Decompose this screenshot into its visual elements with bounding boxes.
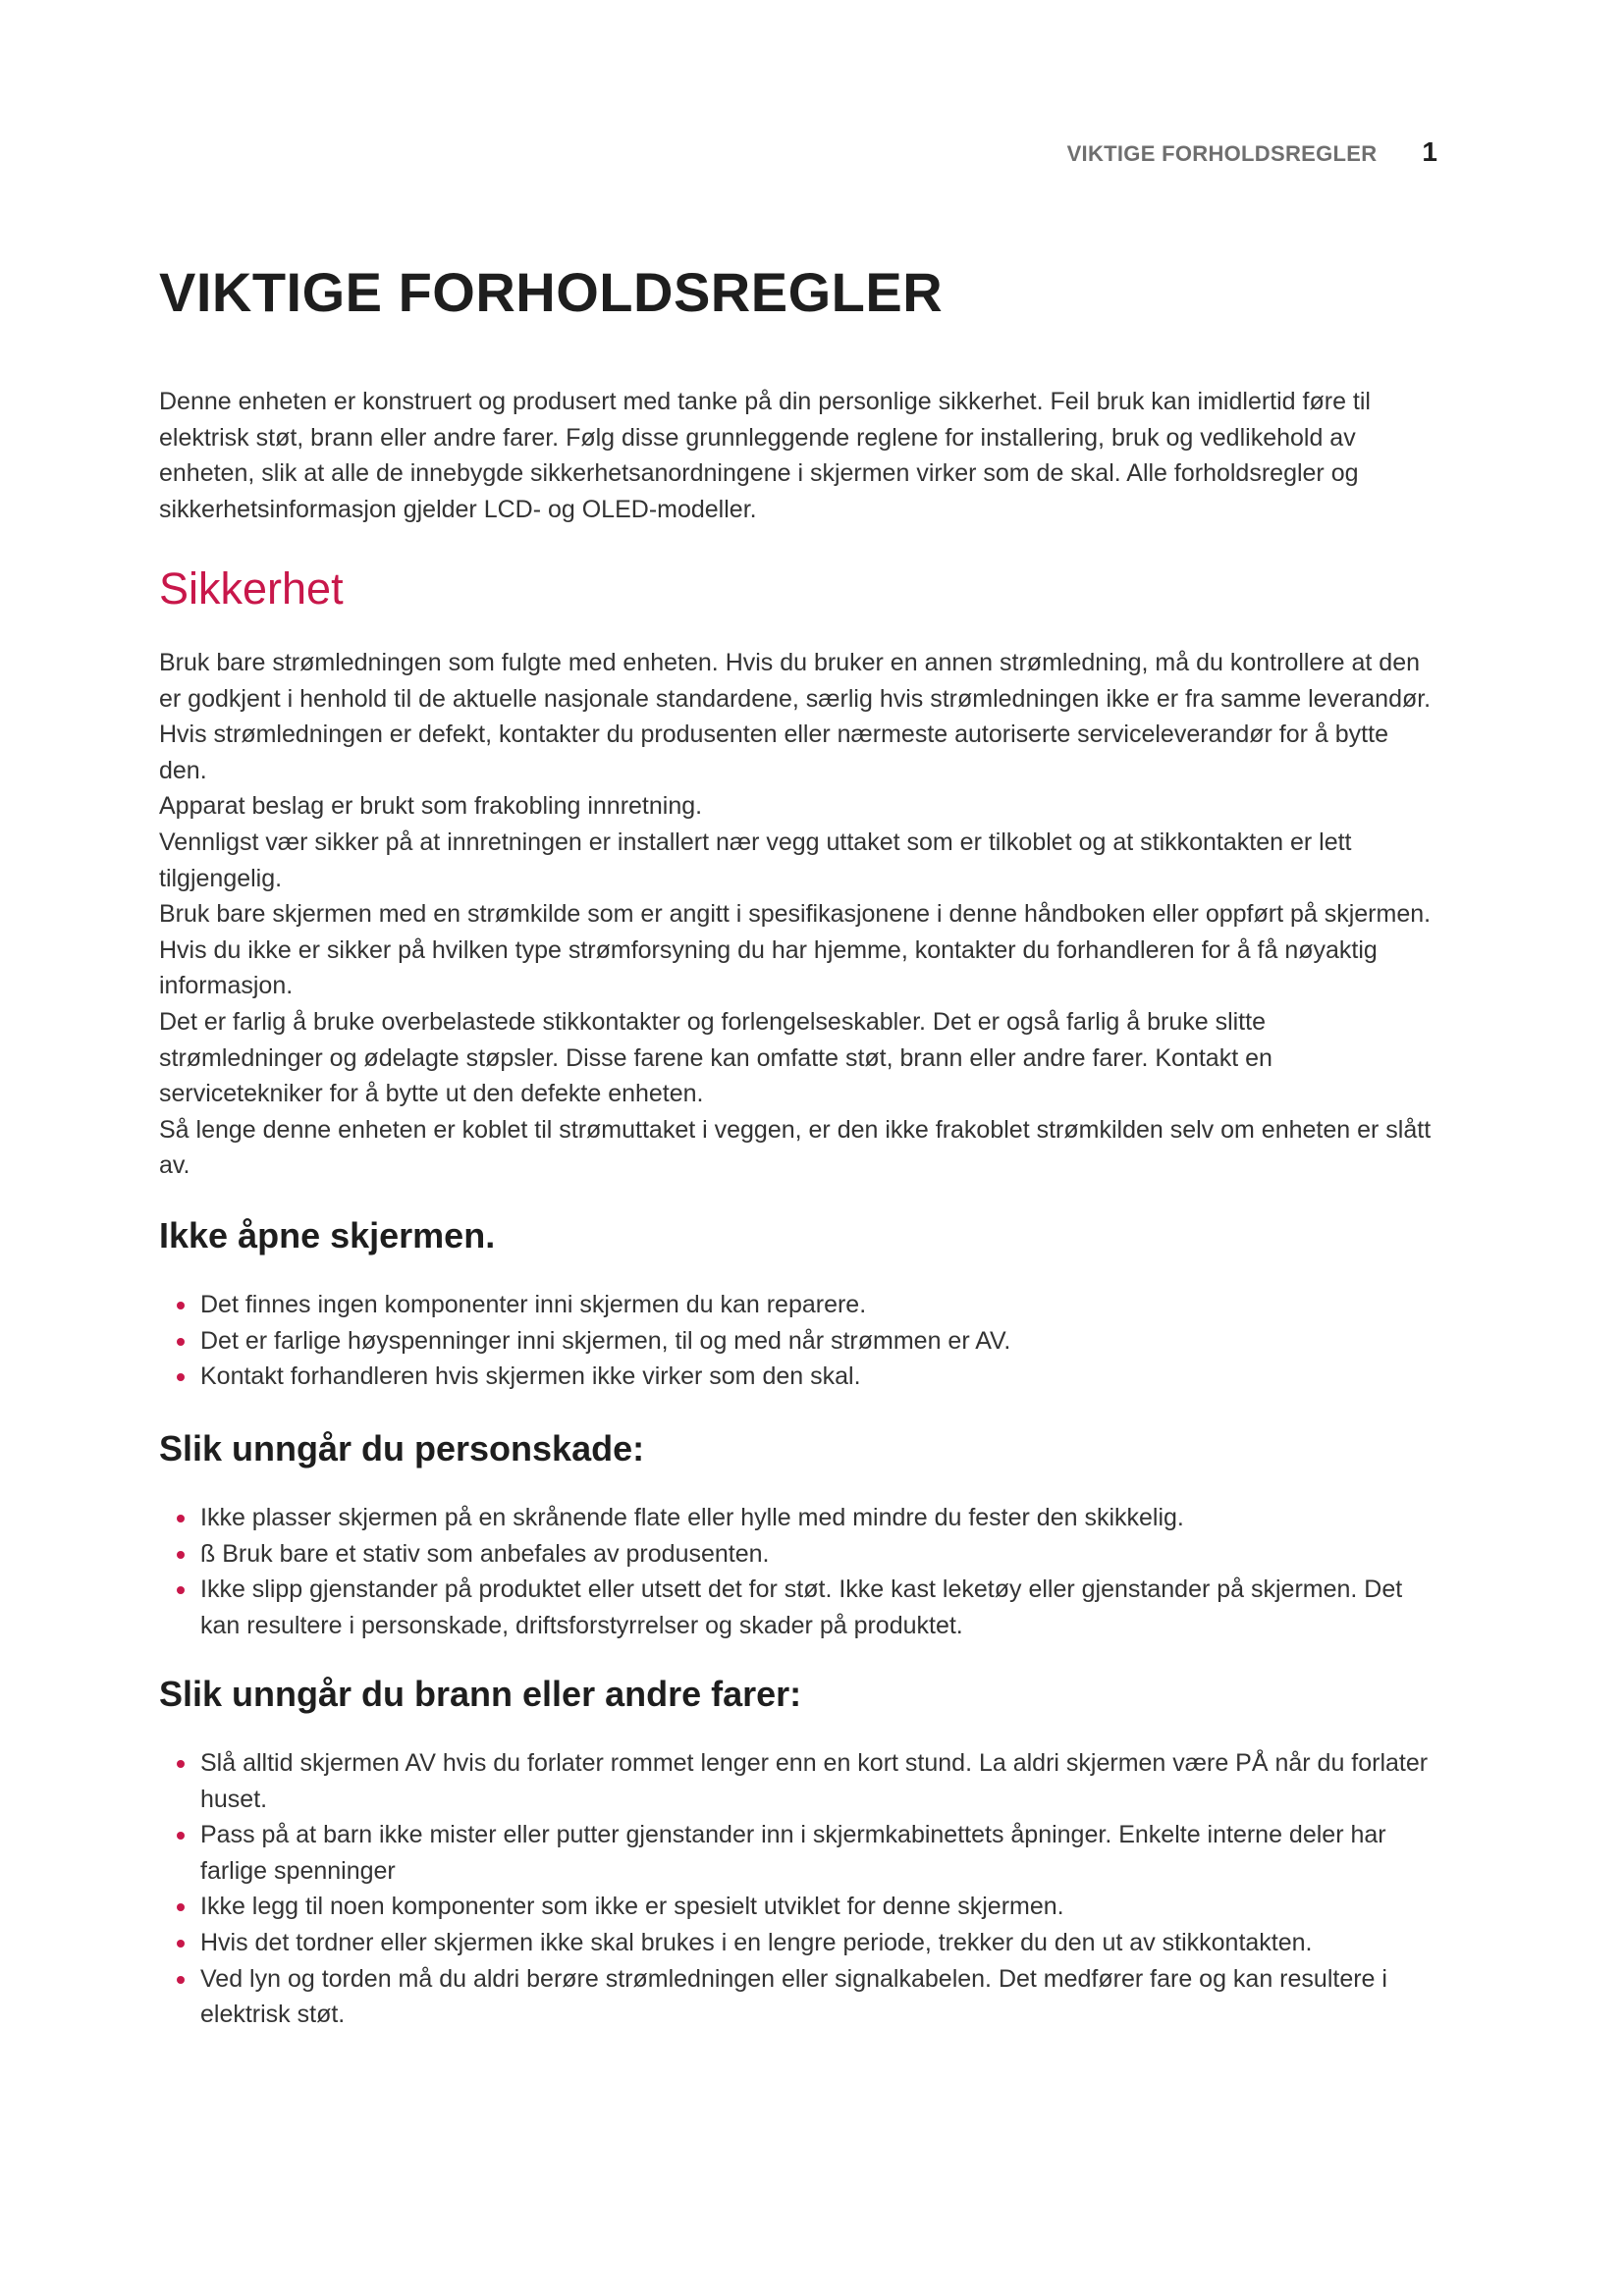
safety-paragraph: Apparat beslag er brukt som frakobling innretning. [159,792,703,821]
list-item-text: Hvis det tordner eller skjermen ikke skal brukes i en lengre periode, trekker du den ut av stikkontakten. [200,1928,1313,1956]
bullet-dot-icon [177,1338,185,1346]
safety-body [159,645,1435,1184]
list-item-text: Ikke legg til noen komponenter som ikke er spesielt utviklet for denne skjermen. [200,1893,1064,1921]
bullet-dot-icon [177,1551,185,1559]
bullet-dot-icon [177,1832,185,1840]
list-item [159,1323,1435,1360]
subheading-avoid-fire: Slik unngår du brann eller andre farer: [159,1674,802,1714]
list-item-text: Slå alltid skjermen AV hvis du forlater rommet lenger enn en kort stund. La aldri skjermen være PÅ når du forlater huset. [200,1749,1429,1813]
bullet-dot-icon [177,1760,185,1768]
section-heading-safety: Sikkerhet [159,563,344,614]
bullet-dot-icon [177,1976,185,1984]
safety-paragraph: Bruk bare skjermen med en strømkilde som er angitt i spesifikasjonene i denne håndboken eller oppført på skjermen. Hvis du ikke er sikker på hvilken type strømforsyning du har hjemme, kontakter du forhandleren for å få nøyaktig informasjon. [159,900,1432,1000]
list-item [159,1536,1435,1573]
list-item-text: Det er farlige høyspenninger inni skjermen, til og med når strømmen er AV. [200,1326,1011,1355]
list-item-text: Ikke plasser skjermen på en skrånende flate eller hylle med mindre du fester den skikkelig. [200,1504,1184,1531]
safety-paragraph: Bruk bare strømledningen som fulgte med enheten. Hvis du bruker en annen strømledning, må du kontrollere at den er godkjent i henhold til de aktuelle nasjonale standardene, særlig hvis strømledningen ikke er fra samme leverandør. Hvis strømledningen er defekt, kontakter du produsenten eller nærmeste autoriserte serviceleverandør for å bytte den. [159,649,1432,784]
bullet-dot-icon [177,1940,185,1948]
list-item-text: Kontakt forhandleren hvis skjermen ikke virker som den skal. [200,1362,861,1391]
running-header-title: VIKTIGE FORHOLDSREGLER [1066,141,1378,166]
running-header [1067,136,1437,168]
list-item [159,1745,1435,1817]
bullet-dot-icon [177,1903,185,1911]
list-item-text: Det finnes ingen komponenter inni skjermen du kan reparere. [200,1291,867,1318]
list-item [159,1359,1435,1395]
bullet-dot-icon [177,1515,185,1522]
bullet-dot-icon [177,1586,185,1594]
list-item [159,1925,1435,1961]
page-number: 1 [1422,136,1437,167]
list-item [159,1572,1435,1643]
list-item [159,1961,1435,2033]
subheading-do-not-open: Ikke åpne skjermen. [159,1215,496,1255]
list-avoid-injury [159,1500,1435,1643]
list-item [159,1287,1435,1323]
list-item [159,1817,1435,1889]
list-item [159,1500,1435,1536]
safety-paragraph: Det er farlig å bruke overbelastede stikkontakter og forlengelseskabler. Det er også farlig å bruke slitte strømledninger og ødelagte støpsler. Disse farene kan omfatte støt, brann eller andre farer. Kontakt en servicetekniker for å bytte ut den defekte enheten. [159,1007,1272,1108]
safety-paragraph: Så lenge denne enheten er koblet til strømuttaket i veggen, er den ikke frakoblet strømkilden selv om enheten er slått av. [159,1115,1432,1180]
subheading-avoid-injury: Slik unngår du personskade: [159,1428,645,1468]
list-item-text: Pass på at barn ikke mister eller putter gjenstander inn i skjermkabinettets åpninger. Enkelte interne deler har farlige spenninger [200,1821,1386,1885]
list-item-text: Ved lyn og torden må du aldri berøre strømledningen eller signalkabelen. Det medfører fare og kan resultere i elektrisk støt. [200,1964,1387,2029]
list-item-text: Ikke slipp gjenstander på produktet eller utsett det for støt. Ikke kast leketøy eller gjenstander på skjermen. Det kan resultere i personskade, driftsforstyrrelser og skader på produktet. [200,1575,1403,1639]
safety-paragraph: Vennligst vær sikker på at innretningen er installert nær vegg uttaket som er tilkoblet og at stikkontakten er lett tilgjengelig. [159,828,1352,892]
list-avoid-fire [159,1745,1435,2033]
page-title: VIKTIGE FORHOLDSREGLER [159,261,944,323]
list-item [159,1889,1435,1925]
list-item-text: ß Bruk bare et stativ som anbefales av produsenten. [200,1539,770,1568]
bullet-dot-icon [177,1373,185,1381]
intro-paragraph: Denne enheten er konstruert og produsert med tanke på din personlige sikkerhet. Feil bruk kan imidlertid føre til elektrisk støt, brann eller andre farer. Følg disse grunnleggende reglene for installering, bruk og vedlikehold av enheten, slik at alle de innebygde sikkerhetsanordningene i skjermen virker som de skal. Alle forholdsregler og sikkerhetsinformasjon gjelder LCD- og OLED-modeller. [159,388,1371,523]
bullet-dot-icon [177,1302,185,1309]
list-do-not-open [159,1287,1435,1395]
